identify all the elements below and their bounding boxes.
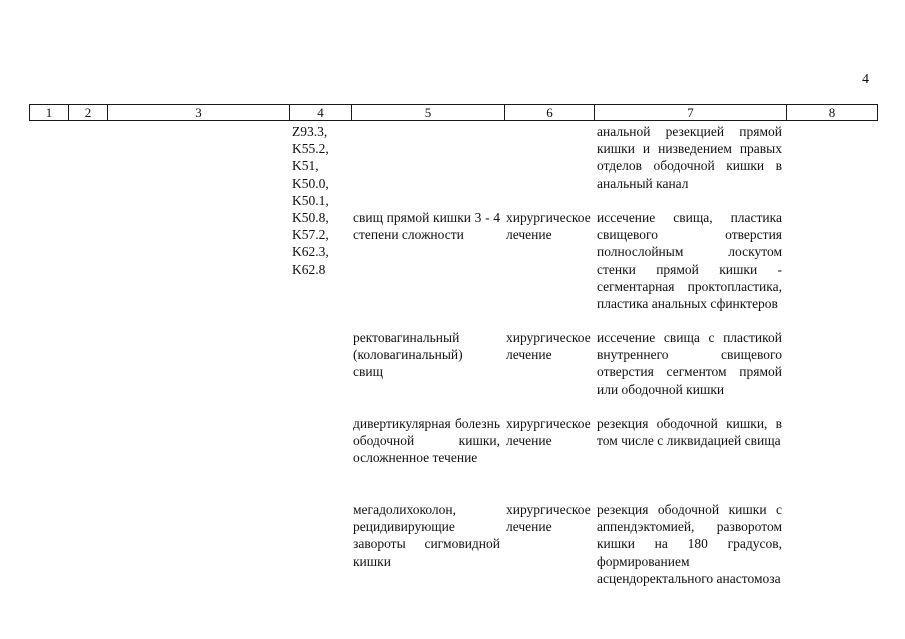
patient-model-cell: свищ прямой кишки 3 - 4 степени сложности [353, 210, 500, 243]
header-col-3: 3 [108, 105, 290, 120]
treatment-type-cell: хирургическое лечение [506, 502, 591, 535]
treatment-type-cell: хирургическое лечение [506, 210, 591, 243]
code-item: Z93.3, [292, 124, 328, 139]
diagnosis-codes [292, 123, 350, 278]
code-item: K50.8, [292, 210, 329, 226]
header-col-8: 8 [828, 105, 836, 120]
treatment-method-cell: резекция ободочной кишки с аппендэктомией, разворотом кишки на 180 градусов, формированием асцендоректального анастомоза [597, 502, 782, 586]
header-col-6: 6 [505, 105, 595, 120]
treatment-method-cell: иссечение свища, пластика свищевого отверстия полнослойным лоскутом стенки прямой кишки - сегментарная проктопластика, пластика анальных сфинктеров [597, 210, 782, 312]
header-col-5: 5 [352, 105, 505, 120]
treatment-type-cell: хирургическое лечение [506, 416, 591, 449]
treatment-method-cell: иссечение свища с пластикой внутреннего свищевого отверстия сегментом прямой или ободочной кишки [597, 330, 782, 397]
patient-model-cell: дивертикулярная болезнь ободочной кишки, осложненное течение [353, 416, 500, 466]
treatment-method-cell: анальной резекцией прямой кишки и низведением правых отделов ободочной кишки в анальный канал [597, 124, 782, 191]
patient-model-cell: мегадолихоколон, рецидивирующие завороты сигмовидной кишки [353, 502, 500, 569]
code-item: K51, [292, 158, 319, 174]
code-item: K50.1, [292, 192, 329, 208]
code-item: K50.0, [292, 175, 329, 191]
code-item: K62.8 [292, 261, 326, 277]
treatment-method-cell: резекция ободочной кишки, в том числе с ликвидацией свища [597, 416, 782, 449]
header-col-4: 4 [290, 105, 352, 120]
code-item: K57.2, [292, 227, 329, 243]
header-col-7: 7 [595, 105, 787, 120]
code-item: K55.2, [292, 141, 329, 157]
patient-model-cell: ректовагинальный (коловагинальный) свищ [353, 330, 463, 380]
header-col-1: 1 [30, 105, 69, 120]
code-item: K62.3, [292, 244, 329, 260]
page-number: 4 [862, 72, 869, 87]
treatment-type-cell: хирургическое лечение [506, 330, 591, 363]
header-col-2: 2 [69, 105, 108, 120]
table-header [29, 104, 878, 121]
